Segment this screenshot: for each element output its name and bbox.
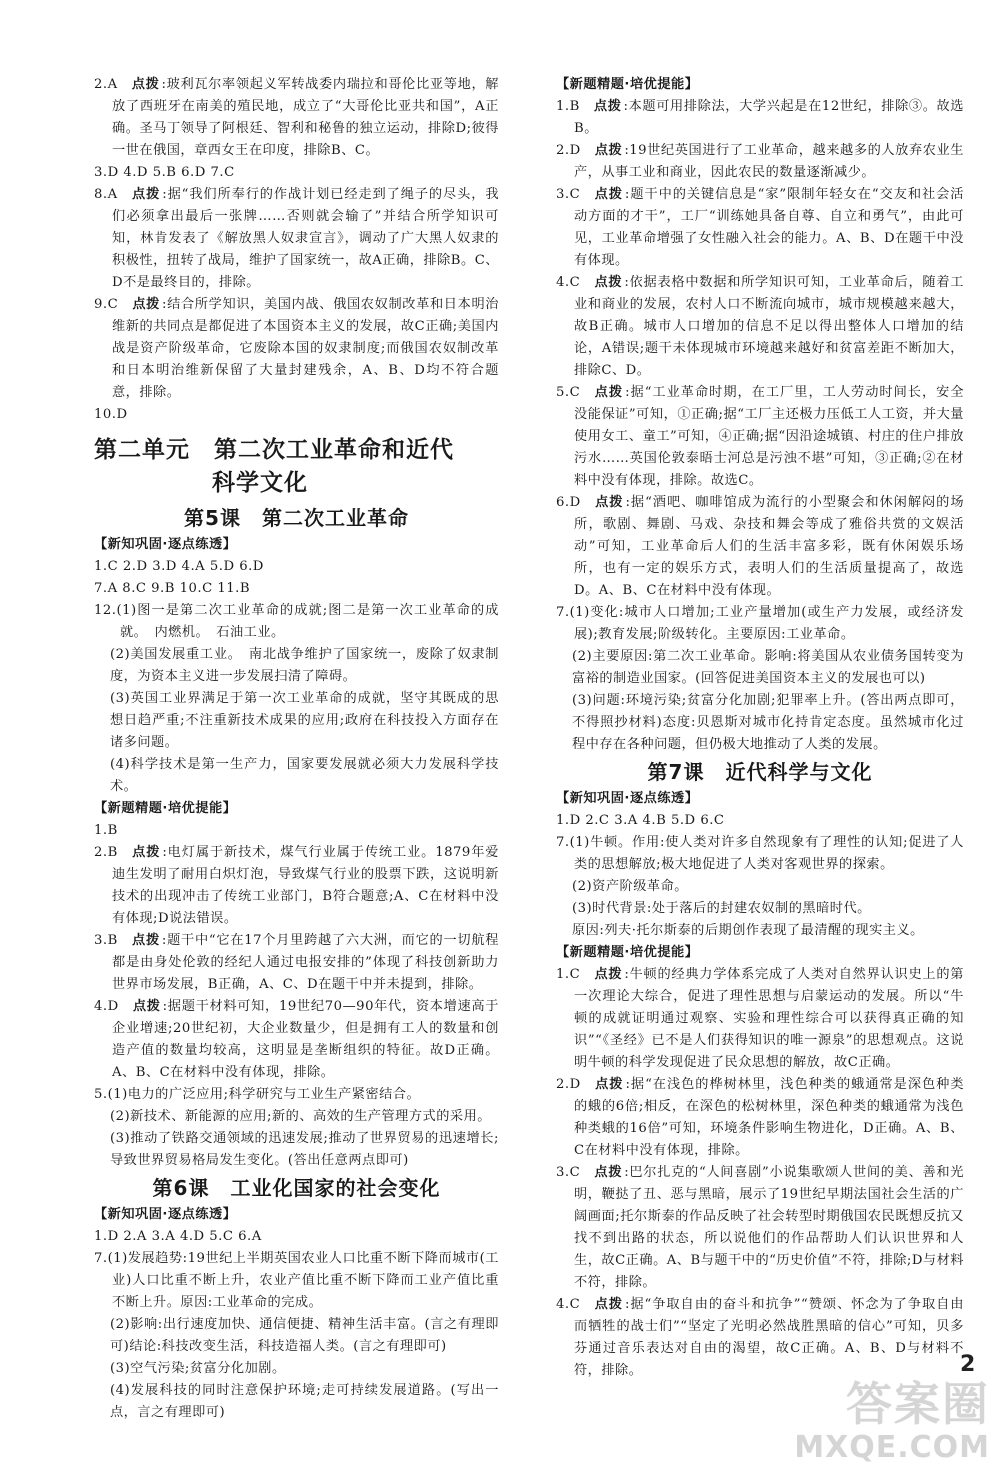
watermark-logo: 答案圈 (846, 1377, 990, 1431)
answer-item: 3.C 点拨 :巴尔扎克的“人间喜剧”小说集歌颂人世间的美、善和光明，鞭挞了丑、恶与黑暗，展示了19世纪早期法国社会生活的广阔画面;托尔斯泰的作品反映了社会转型时期俄国农民既想反抗又找不到出路的状态，所以说他们的作品帮助人们认识世界和人生，故C正确。A、B与题干中的“历史价值”不符，排除;D与材料不符，排除。 (556, 1165, 964, 1290)
answer-row: 1.B (94, 823, 118, 838)
answer-item: (2)主要原因:第二次工业革命。影响:将美国从农业债务国转变为富裕的制造业国家。(回答促进美国资本主义的发展也可以) (572, 649, 964, 686)
answer-item: 9.C 点拨 :结合所学知识，美国内战、俄国农奴制改革和日本明治维新的共同点是都促进了本国资本主义的发展，故C正确;美国内战是资产阶级革命，它废除本国的奴隶制度;而俄国农奴制改革和日本明治维新保留了大量封建残余，A、B、D均不符合题意，排除。 (94, 297, 499, 400)
section-heading: 【新知巩固·逐点练透】 (556, 791, 699, 806)
answer-item: (2)资产阶级革命。 (572, 879, 688, 894)
answer-row: 1.D 2.C 3.A 4.B 5.D 6.C (556, 813, 725, 828)
left-column (94, 74, 499, 1424)
answer-row: 3.D 4.D 5.B 6.D 7.C (94, 165, 235, 180)
page-number: 2 (960, 1352, 976, 1377)
answer-item: (4)发展科技的同时注意保护环境;走可持续发展道路。(写出一点，言之有理即可) (110, 1383, 499, 1420)
answer-item: 7.(1)牛顿。作用:使人类对许多自然现象有了理性的认知;促进了人类的思想解放;极大地促进了人类对客观世界的探索。 (556, 835, 964, 872)
answer-item: (3)时代背景:处于落后的封建农奴制的黑暗时代。 (572, 901, 871, 916)
lesson-title: 第7课 近代科学与文化 (647, 760, 873, 784)
answer-row: 7.A 8.C 9.B 10.C 11.B (94, 581, 251, 596)
section-heading: 【新题精题·培优提能】 (556, 77, 699, 92)
lesson-title: 第6课 工业化国家的社会变化 (152, 1176, 441, 1200)
section-heading: 【新题精题·培优提能】 (94, 801, 237, 816)
section-heading: 【新知巩固·逐点练透】 (94, 537, 237, 552)
answer-item: (3)英国工业界满足于第一次工业革命的成就，坚守其既成的思想日趋严重;不注重新技术成果的应用;政府在科技投入方面存在诸多问题。 (110, 691, 499, 750)
answer-row: 1.C 2.D 3.D 4.A 5.D 6.D (94, 559, 264, 574)
watermark (794, 1378, 990, 1465)
answer-item: (3)推动了铁路交通领域的迅速发展;推动了世界贸易的迅速增长;导致世界贸易格局发生变化。(答出任意两点即可) (110, 1131, 499, 1168)
section-heading: 【新知巩固·逐点练透】 (94, 1207, 237, 1222)
answer-item: 4.D 点拨 :据题干材料可知，19世纪70—90年代，资本增速高于企业增速;20世纪初，大企业数量少，但是拥有工人的数量和创造产值的数量均较高，这明显是垄断组织的特征。故D正确。A、B、C在材料中没有体现，排除。 (94, 999, 499, 1080)
lesson-title: 第5课 第二次工业革命 (184, 506, 409, 530)
answer-item: 2.D 点拨 :据“在浅色的桦树林里，浅色种类的蛾通常是深色种类的蛾的6倍;相反，在深色的松树林里，深色种类的蛾通常为浅色种类蛾的16倍”可知，环境条件影响生物进化，D正确。A、B、C在材料中没有体现，排除。 (556, 1077, 965, 1158)
answer-item: 2.A 点拨 :玻利瓦尔率领起义军转战委内瑞拉和哥伦比亚等地，解放了西班牙在南美的殖民地，成立了“大哥伦比亚共和国”，A正确。圣马丁领导了阿根廷、智利和秘鲁的独立运动，排除D;彼得一世在俄国，章西女王在印度，排除B、C。 (94, 77, 499, 158)
answer-item: (4)科学技术是第一生产力，国家要发展就必须大力发展科学技术。 (110, 757, 499, 794)
watermark-url: MXQE.COM (794, 1430, 990, 1465)
answer-item: 2.D 点拨 :19世纪英国进行了工业革命，越来越多的人放弃农业生产，从事工业和商业，因此农民的数量逐渐减少。 (556, 143, 964, 180)
answer-item: 4.C 点拨 :据“争取自由的奋斗和抗争”“赞颂、怀念为了争取自由而牺牲的战士们”“坚定了光明必然战胜黑暗的信心”可知，贝多芬通过音乐表达对自由的渴望，故C正确。A、B、D与材料不符，排除。 (556, 1297, 964, 1378)
section-heading: 【新题精题·培优提能】 (556, 945, 699, 960)
answer-item: (2)影响:出行速度加快、通信便捷、精神生活丰富。(言之有理即可)结论:科技改变生活，科技造福人类。(言之有理即可) (110, 1317, 499, 1354)
answer-item: (3)问题:环境污染;贫富分化加剧;犯罪率上升。(答出两点即可，不得照抄材料)态度:贝恩斯对城市化持肯定态度。虽然城市化过程中存在各种问题，但仍极大地推动了人类的发展。 (572, 693, 964, 752)
answer-item: 3.B 点拨 :题干中“它在17个月里跨越了六大洲，而它的一切航程都是由身处伦敦的经纪人通过电报安排的”体现了科技创新助力世界市场发展，B正确，A、C、D在题干中并未提到，排除。 (94, 933, 499, 992)
answer-item: 4.C 点拨 :依据表格中数据和所学知识可知，工业革命后，随着工业和商业的发展，农村人口不断流向城市，城市规模越来越大，故B正确。城市人口增加的信息不足以得出整体人口增加的结论，A错误;题干未体现城市环境越来越好和贫富差距不断加大，排除C、D。 (556, 275, 964, 378)
answer-item: 5.C 点拨 :据“工业革命时期，在工厂里，工人劳动时间长，安全没能保证”可知，①正确;据“工厂主还极力压低工人工资，并大量使用女工、童工”可知，④正确;据“因沿途城镇、村庄的住户排放污水……英国伦敦泰晤士河总是污浊不堪”可知，③正确;②在材料中没有体现，排除。故选C。 (556, 385, 965, 488)
answer-item: (2)美国发展重工业。 南北战争维护了国家统一，废除了奴隶制度，为资本主义进一步发展扫清了障碍。 (110, 647, 499, 684)
answer-item: 7.(1)变化:城市人口增加;工业产量增加(或生产力发展，或经济发展);教育发展;阶级转化。主要原因:工业革命。 (556, 605, 964, 642)
answer-item: (2)新技术、新能源的应用;新的、高效的生产管理方式的采用。 (110, 1109, 491, 1124)
answer-item: 2.B 点拨 :电灯属于新技术，煤气行业属于传统工业。1879年爱迪生发明了耐用白炽灯泡，导致煤气行业的股票下跌，这说明新技术的出现冲击了传统工业部门，B符合题意;A、C在材料中没有体现;D说法错误。 (94, 845, 499, 926)
answer-item: 1.B 点拨 :本题可用排除法，大学兴起是在12世纪，排除③。故选B。 (556, 99, 964, 136)
answer-item: 6.D 点拨 :据“酒吧、咖啡馆成为流行的小型聚会和休闲解闷的场所，歌剧、舞剧、马戏、杂技和舞会等成了雅俗共赏的文娱活动”可知，工业革命后人们的生活丰富多彩，既有休闲娱乐场所，也有一定的娱乐方式，表明人们的生活质量提高了，故选D。A、B、C在材料中没有体现。 (556, 495, 965, 598)
answer-item: 1.C 点拨 :牛顿的经典力学体系完成了人类对自然界认识史上的第一次理论大综合，促进了理性思想与启蒙运动的发展。所以“牛顿的成就证明通过观察、实验和理性综合可以获得真正确的知识”“《圣经》已不是人们获得知识的唯一源泉”的思想观点。这说明牛顿的科学发现促进了民众思想的解放，故C正确。 (556, 967, 964, 1070)
answer-item: 3.C 点拨 :题干中的关键信息是“家”限制年轻女在“交友和社会活动方面的才干”，工厂“训练她具备自尊、自立和勇气”，由此可见，工业革命增强了女性融入社会的能力。A、B、D在题干中没有体现。 (556, 187, 964, 268)
answer-row: 10.D (94, 407, 128, 422)
answer-item: (3)空气污染;贫富分化加剧。 (110, 1361, 286, 1376)
answer-row: 1.D 2.A 3.A 4.D 5.C 6.A (94, 1229, 262, 1244)
answer-item: 8.A 点拨 :据“我们所奉行的作战计划已经走到了绳子的尽头，我们必须拿出最后一张牌……否则就会输了”并结合所学知识可知，林肯发表了《解放黑人奴隶宣言》，调动了广大黑人奴隶的积极性，扭转了战局，维护了国家统一，故A正确，排除B。C、D不是最终目的，排除。 (94, 187, 500, 290)
answer-item: 12.(1)图一是第二次工业革命的成就;图二是第一次工业革命的成就。 内燃机。 石油工业。 (94, 603, 499, 640)
answer-item: 原因:列夫·托尔斯泰的后期创作表现了最清醒的现实主义。 (572, 923, 924, 938)
answer-item: 5.(1)电力的广泛应用;科学研究与工业生产紧密结合。 (94, 1087, 421, 1102)
right-column (556, 74, 964, 1382)
answer-item: 7.(1)发展趋势:19世纪上半期英国农业人口比重不断下降而城市(工业)人口比重不断上升，农业产值比重不断下降而工业产值比重不断上升。原因:工业革命的完成。 (94, 1251, 499, 1310)
unit-title: 第二单元 第二次工业革命和近代 科学文化 (94, 437, 454, 496)
